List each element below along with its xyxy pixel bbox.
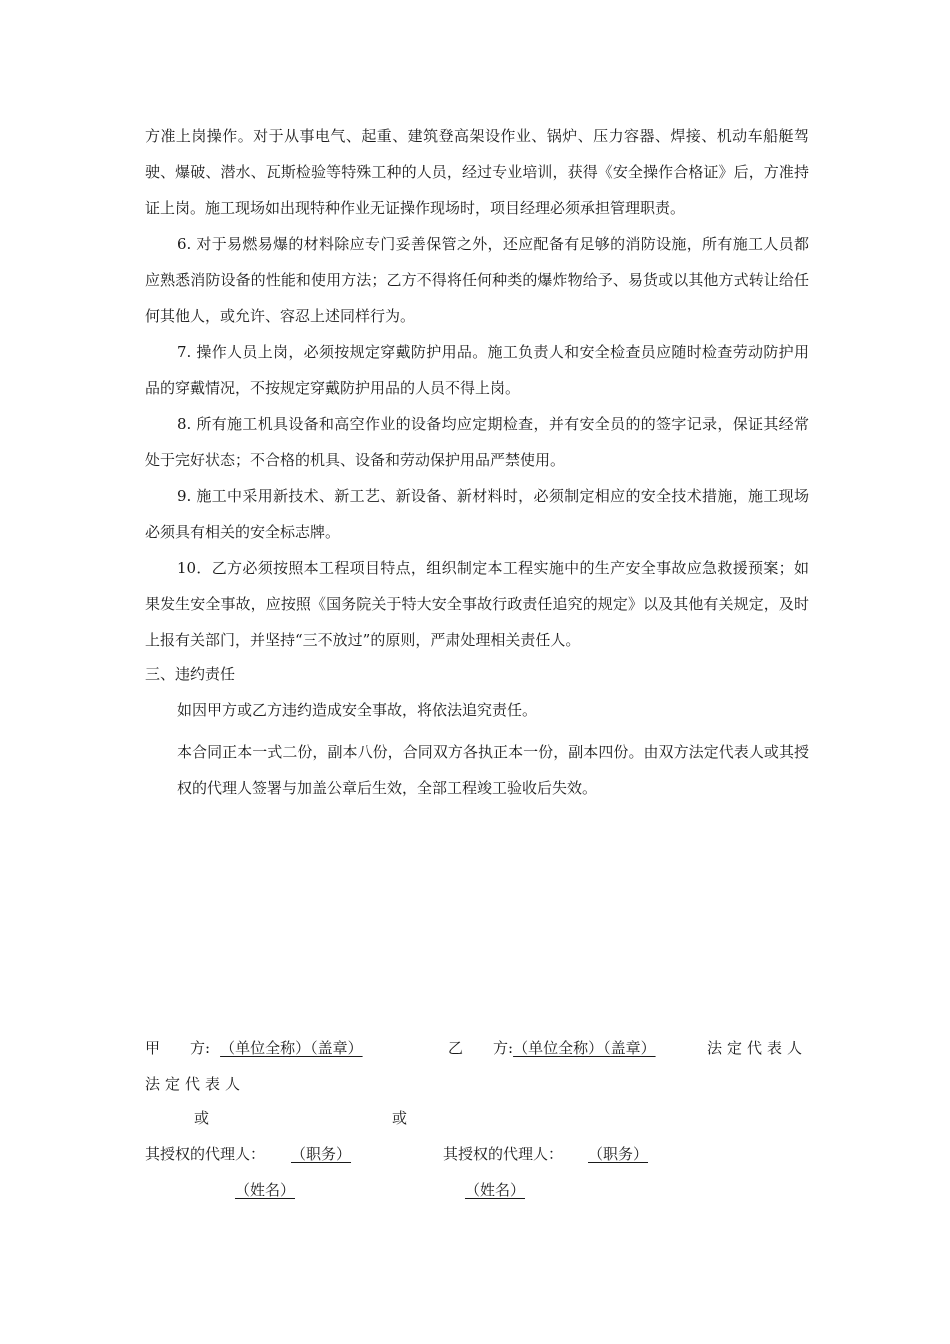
agent-b-position: （职务）: [588, 1145, 649, 1163]
agent-b-line: [443, 1144, 673, 1164]
party-a-value: （单位全称）（盖章）: [220, 1039, 363, 1057]
party-a-line: [145, 1038, 363, 1058]
paragraph-closing-terms: 本合同正本一式二份，副本八份，合同双方各执正本一份，副本四份。由双方法定代表人或其授权的代理人签署与加盖公章后生效，全部工程竣工验收后失效。: [177, 743, 809, 797]
legal-representative-left: 法定代表人: [145, 1075, 246, 1093]
paragraph-item-9: 9. 施工中采用新技术、新工艺、新设备、新材料时，必须制定相应的安全技术措施，施工现场必须具有相关的安全标志牌。: [145, 487, 809, 541]
paragraph-breach-liability: 如因甲方或乙方违约造成安全事故，将依法追究责任。: [177, 701, 538, 719]
party-b-label: 乙 方:: [448, 1039, 514, 1057]
paragraph-special-workers: 方准上岗操作。对于从事电气、起重、建筑登高架设作业、锅炉、压力容器、焊接、机动车船艇驾驶、爆破、潜水、瓦斯检验等特殊工种的人员，经过专业培训，获得《安全操作合格证》后，方准持证上岗。施工现场如出现特种作业无证操作现场时，项目经理必须承担管理职责。: [145, 127, 809, 217]
paragraph-item-6: 6. 对于易燃易爆的材料除应专门妥善保管之外，还应配备有足够的消防设施，所有施工人员都应熟悉消防设备的性能和使用方法；乙方不得将任何种类的爆炸物给予、易货或以其他方式转让给任何其他人，或允许、容忍上述同样行为。: [145, 235, 809, 325]
party-b-line: [448, 1038, 656, 1058]
paragraph-item-8: 8. 所有施工机具设备和高空作业的设备均应定期检查，并有安全员的的签字记录，保证其经常处于完好状态；不合格的机具、设备和劳动保护用品严禁使用。: [145, 415, 809, 469]
agent-a-line: [145, 1144, 377, 1164]
agent-a-label: 其授权的代理人：: [145, 1145, 266, 1163]
party-b-value: （单位全称）（盖章）: [513, 1039, 656, 1057]
agent-b-name: （姓名）: [464, 1181, 525, 1199]
name-b-line: [440, 1180, 550, 1200]
agent-b-label: 其授权的代理人：: [443, 1145, 564, 1163]
or-label-a: 或: [194, 1109, 210, 1127]
agent-a-name: （姓名）: [234, 1181, 295, 1199]
legal-representative-right: 法定代表人: [707, 1039, 808, 1057]
section-heading-breach-liability: 三、违约责任: [145, 665, 236, 683]
or-label-b: 或: [392, 1109, 408, 1127]
paragraph-item-7: 7. 操作人员上岗，必须按规定穿戴防护用品。施工负责人和安全检查员应随时检查劳动防护用品的穿戴情况，不按规定穿戴防护用品的人员不得上岗。: [145, 343, 809, 397]
agent-a-position: （职务）: [291, 1145, 352, 1163]
paragraph-item-10: 10．乙方必须按照本工程项目特点，组织制定本工程实施中的生产安全事故应急救援预案；如果发生安全事故，应按照《国务院关于特大安全事故行政责任追究的规定》以及其他有关规定，及时上报有关部门，并坚持“三不放过”的原则，严肃处理相关责任人。: [145, 559, 809, 649]
party-a-label: 甲 方:: [145, 1039, 211, 1057]
name-a-line: [210, 1180, 320, 1200]
